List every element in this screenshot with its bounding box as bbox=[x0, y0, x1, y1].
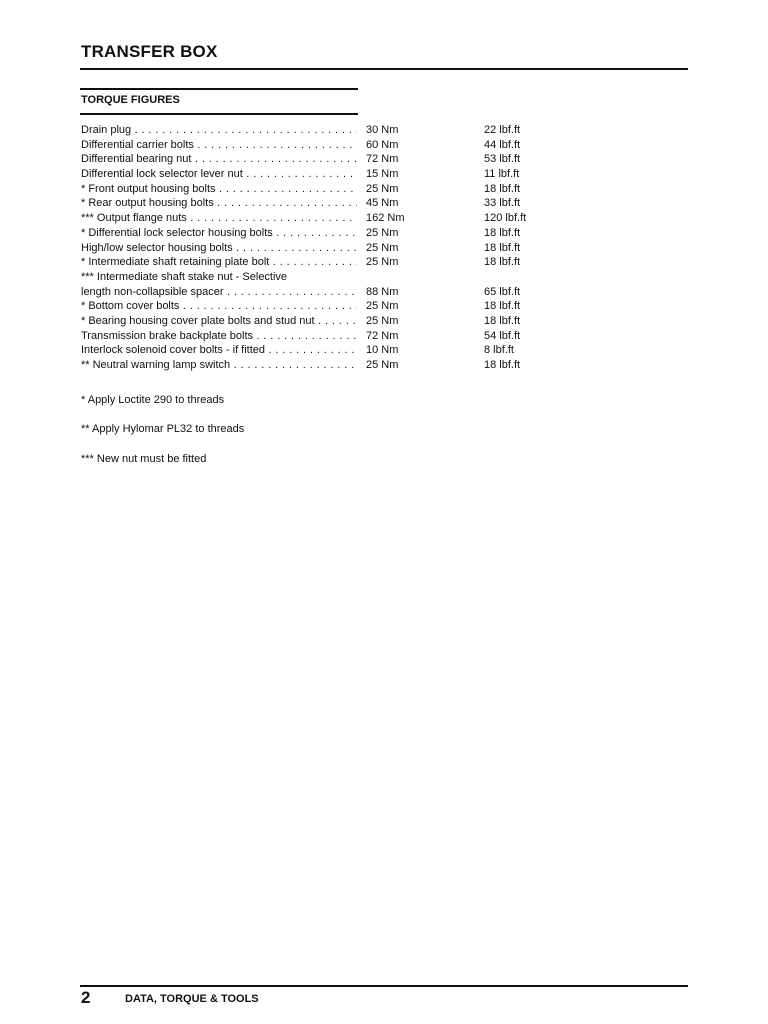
torque-nm: 25 Nm bbox=[366, 314, 399, 327]
torque-row bbox=[81, 226, 561, 241]
note-hylomar: ** Apply Hylomar PL32 to threads bbox=[81, 423, 245, 435]
torque-nm: 162 Nm bbox=[366, 212, 405, 225]
torque-row bbox=[81, 152, 561, 167]
torque-lbf: 11 lbf.ft bbox=[484, 168, 520, 181]
torque-nm: 25 Nm bbox=[366, 300, 399, 313]
torque-lbf: 18 lbf.ft bbox=[484, 256, 521, 269]
torque-nm: 25 Nm bbox=[366, 182, 399, 195]
torque-label: * Front output housing bolts . . . bbox=[81, 182, 357, 197]
torque-lbf: 18 lbf.ft bbox=[484, 241, 521, 254]
torque-nm: 25 Nm bbox=[366, 256, 399, 269]
footer-rule bbox=[80, 985, 688, 987]
torque-label: * Bearing housing cover plate bolts and stud nut . . . bbox=[81, 314, 357, 329]
torque-lbf: 18 lbf.ft bbox=[484, 182, 521, 195]
page-title: TRANSFER BOX bbox=[81, 42, 218, 61]
torque-label: ** Neutral warning lamp switch . . . bbox=[81, 358, 357, 373]
header-rule bbox=[80, 68, 688, 70]
torque-row bbox=[81, 343, 561, 358]
torque-label: Interlock solenoid cover bolts - if fitted . . . bbox=[81, 343, 357, 358]
note-new-nut: *** New nut must be fitted bbox=[81, 453, 207, 465]
torque-label: *** Intermediate shaft stake nut - Selective bbox=[81, 270, 288, 283]
section-rule-bottom bbox=[80, 113, 358, 115]
torque-nm: 30 Nm bbox=[366, 124, 399, 136]
torque-lbf: 18 lbf.ft bbox=[484, 314, 521, 327]
torque-lbf: 18 lbf.ft bbox=[484, 359, 521, 371]
note-loctite: * Apply Loctite 290 to threads bbox=[81, 394, 225, 406]
torque-row bbox=[81, 255, 561, 270]
torque-label: * Rear output housing bolts . . . bbox=[81, 196, 357, 211]
torque-row bbox=[81, 211, 561, 226]
torque-row bbox=[81, 138, 561, 153]
torque-nm: 72 Nm bbox=[366, 153, 399, 166]
torque-row bbox=[81, 270, 561, 285]
torque-row bbox=[81, 241, 561, 256]
torque-label: * Bottom cover bolts . . . bbox=[81, 299, 357, 314]
section-rule-top bbox=[80, 88, 358, 90]
section-title: TORQUE FIGURES bbox=[81, 94, 180, 106]
torque-nm: 10 Nm bbox=[366, 344, 399, 357]
torque-row bbox=[81, 196, 561, 211]
torque-lbf: 120 lbf.ft bbox=[484, 212, 527, 225]
torque-label: Drain plug . . . bbox=[81, 123, 357, 138]
footer-title: DATA, TORQUE & TOOLS bbox=[125, 993, 259, 1005]
torque-label: length non-collapsible spacer . . . bbox=[81, 285, 357, 300]
torque-lbf: 33 lbf.ft bbox=[484, 197, 521, 210]
torque-lbf: 18 lbf.ft bbox=[484, 300, 521, 313]
torque-label: High/low selector housing bolts . . . bbox=[81, 241, 357, 256]
torque-table bbox=[81, 123, 561, 373]
torque-row bbox=[81, 123, 561, 138]
torque-nm: 25 Nm bbox=[366, 226, 399, 239]
torque-nm: 15 Nm bbox=[366, 168, 399, 181]
torque-label: *** Output flange nuts . . . bbox=[81, 211, 357, 226]
torque-nm: 45 Nm bbox=[366, 197, 399, 210]
page-number: 2 bbox=[81, 988, 91, 1007]
torque-row bbox=[81, 358, 561, 373]
torque-label: Differential bearing nut . . . bbox=[81, 152, 357, 167]
torque-row bbox=[81, 329, 561, 344]
torque-label: Transmission brake backplate bolts . . . bbox=[81, 329, 357, 344]
torque-label: Differential lock selector lever nut . . . bbox=[81, 167, 357, 182]
torque-lbf: 18 lbf.ft bbox=[484, 226, 521, 239]
torque-nm: 25 Nm bbox=[366, 241, 399, 254]
torque-lbf: 8 lbf.ft bbox=[484, 344, 514, 357]
torque-lbf: 53 lbf.ft bbox=[484, 153, 521, 166]
torque-nm: 60 Nm bbox=[366, 138, 399, 151]
torque-nm: 88 Nm bbox=[366, 285, 399, 298]
torque-nm: 25 Nm bbox=[366, 359, 399, 371]
torque-row bbox=[81, 182, 561, 197]
torque-row bbox=[81, 314, 561, 329]
torque-label: * Intermediate shaft retaining plate bolt . . . bbox=[81, 255, 357, 270]
torque-row bbox=[81, 299, 561, 314]
torque-row bbox=[81, 285, 561, 300]
torque-row bbox=[81, 167, 561, 182]
torque-nm: 72 Nm bbox=[366, 329, 399, 342]
torque-lbf: 54 lbf.ft bbox=[484, 329, 521, 342]
torque-label: * Differential lock selector housing bolts . . . bbox=[81, 226, 357, 241]
torque-lbf: 22 lbf.ft bbox=[484, 124, 521, 136]
torque-lbf: 65 lbf.ft bbox=[484, 285, 521, 298]
torque-label: Differential carrier bolts . . . bbox=[81, 138, 357, 153]
torque-lbf: 44 lbf.ft bbox=[484, 138, 521, 151]
